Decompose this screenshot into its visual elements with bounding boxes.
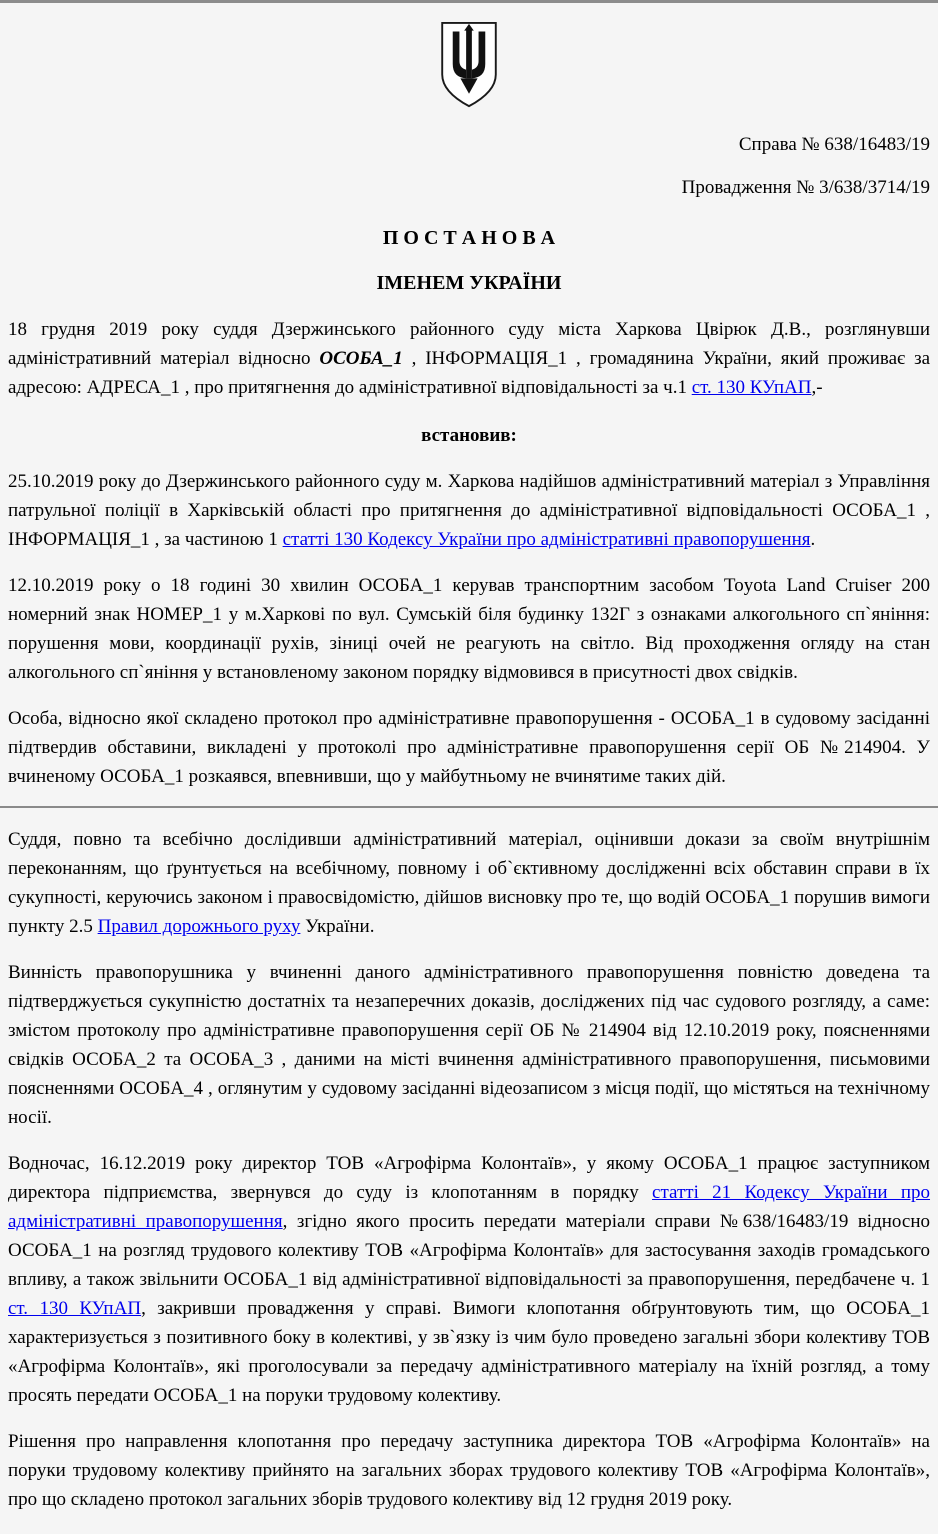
paragraph-text: 12.10.2019 року о 18 годині 30 хвилин ОСОБА_1 керував транспортним засобом Toyota Land Cruiser 200 номерний знак НОМЕР_1 у м.Харкові по вул. Сумській біля будинку 132Г з ознаками алкогольного сп`яніння: порушення мови, координації рухів, зіниці очей не реагують на світло. Від проходження огляду на стан алкогольного сп`яніння у встановленому законом порядку відмовився в присутності двох свідків. bbox=[8, 575, 930, 683]
paragraph-text: України. bbox=[300, 916, 375, 937]
paragraph-petition bbox=[8, 1149, 930, 1410]
paragraph-text: , згідно якого просить передати матеріали справи №638/16483/19 відносно ОСОБА_1 на розгляд трудового колективу ТОВ «Агрофірма Колонтаїв» для застосування заходів громадського впливу, а також звільнити ОСОБА_1 від адміністративної відповідальності за правопорушення, передбачене ч. 1 bbox=[8, 1211, 930, 1290]
paragraph-text: , ІНФОРМАЦІЯ_1 , громадянина України, який проживає за адресою: АДРЕСА_1 , про притягнення до адміністративної відповідальності за ч.1 bbox=[8, 348, 931, 398]
paragraph-text: 25.10.2019 року до Дзержинського районного суду м. Харкова надійшов адміністративний матеріал з Управління патрульної поліції в Харківській області про притягнення до адміністративної відповідальності ОСОБА_1 , ІНФОРМАЦІЯ_1 , за частиною 1 bbox=[8, 471, 930, 550]
paragraph-text: Водночас, 16.12.2019 року директор ТОВ «Агрофірма Колонтаїв», у якому ОСОБА_1 працює заступником директора підприємства, звернувся до суду із клопотанням в порядку bbox=[8, 1153, 930, 1203]
paragraph-case-received bbox=[8, 467, 930, 554]
document-subtitle: ІМЕНЕМ УКРАЇНИ bbox=[376, 272, 562, 294]
law-link-article-130-code[interactable]: статті 130 Кодексу України про адміністративні правопорушення bbox=[282, 529, 811, 550]
case-number: Справа № 638/16483/19 bbox=[738, 134, 930, 155]
section-divider bbox=[0, 806, 938, 808]
paragraph-confession bbox=[8, 704, 930, 791]
paragraph-text: ,- bbox=[811, 377, 823, 398]
paragraph-judge-conclusion bbox=[8, 825, 930, 941]
paragraph-intro bbox=[8, 315, 930, 402]
document-title: П О С Т А Н О В А bbox=[382, 227, 556, 249]
anonymized-person-token: ОСОБА_1 bbox=[319, 348, 403, 369]
paragraph-text: Особа, відносно якої складено протокол про адміністративне правопорушення - ОСОБА_1 в судовому засіданні підтвердив обставини, викладені у протоколі про адміністративне правопорушення серії ОБ №214904. У вчиненому ОСОБА_1 розкаявся, впевнивши, що у майбутньому не вчинятиме таких дій. bbox=[8, 708, 930, 787]
coat-of-arms-container bbox=[8, 21, 930, 114]
paragraph-text: Рішення про направлення клопотання про передачу заступника директора ТОВ «Агрофірма Колонтаїв» на поруки трудовому колективу прийнято на загальних зборах трудового колективу ТОВ «Агрофірма Колонтаїв», про що складено протокол загальних зборів трудового колективу від 12 грудня 2019 року. bbox=[8, 1431, 930, 1510]
paragraph-text: . bbox=[810, 529, 816, 550]
law-link-article-21-code[interactable]: статті 21 Кодексу України про адміністративні правопорушення bbox=[8, 1182, 931, 1232]
paragraph-text: , закривши провадження у справі. Вимоги клопотання обґрунтовують тим, що ОСОБА_1 характеризується з позитивного боку в колективі, у зв`язку із чим було проведено загальні збори колективу ТОВ «Агрофірма Колонтаїв», які проголосували за передачу адміністративного матеріалу на їхній розгляд, а тому просять передати ОСОБА_1 на поруки трудовому колективу. bbox=[8, 1298, 930, 1406]
paragraph-offense-details bbox=[8, 571, 930, 687]
paragraph-text: Суддя, повно та всебічно дослідивши адміністративний матеріал, оцінивши докази за своїм внутрішнім переконанням, що ґрунтується на всебічному, повному і об`єктивному дослідженні всіх обставин справи в їх сукупності, керуючись законом і правосвідомістю, дійшов висновку про те, що водій ОСОБА_1 порушив вимоги пункту 2.5 bbox=[8, 829, 930, 937]
paragraph-collective-decision bbox=[8, 1427, 930, 1514]
document-body bbox=[0, 3, 938, 1534]
paragraph-guilt-evidence bbox=[8, 958, 930, 1132]
paragraph-text: 18 грудня 2019 року суддя Дзержинського районного суду міста Харкова Цвірюк Д.В., розглянувши адміністративний матеріал відносно bbox=[8, 319, 930, 369]
law-link-st130-kupap-2[interactable]: ст. 130 КУпАП bbox=[8, 1298, 142, 1319]
law-link-st130-kupap[interactable]: ст. 130 КУпАП bbox=[691, 377, 812, 398]
established-heading: встановив: bbox=[421, 425, 517, 446]
ukraine-trident-icon bbox=[438, 21, 500, 109]
law-link-traffic-rules[interactable]: Правил дорожнього руху bbox=[97, 916, 301, 937]
proceeding-number: Провадження № 3/638/3714/19 bbox=[681, 177, 930, 198]
paragraph-text: Винність правопорушника у вчиненні даного адміністративного правопорушення повністю доведена та підтверджується сукупністю достатніх та незаперечних доказів, досліджених під час судового розгляду, а саме: змістом протоколу про адміністративне правопорушення серії ОБ № 214904 від 12.10.2019 року, поясненнями свідків ОСОБА_2 та ОСОБА_3 , даними на місті вчинення адміністративного правопорушення, письмовими поясненнями ОСОБА_4 , оглянутим у судовому засіданні відеозаписом з місця події, що містяться на технічному носії. bbox=[8, 962, 930, 1128]
